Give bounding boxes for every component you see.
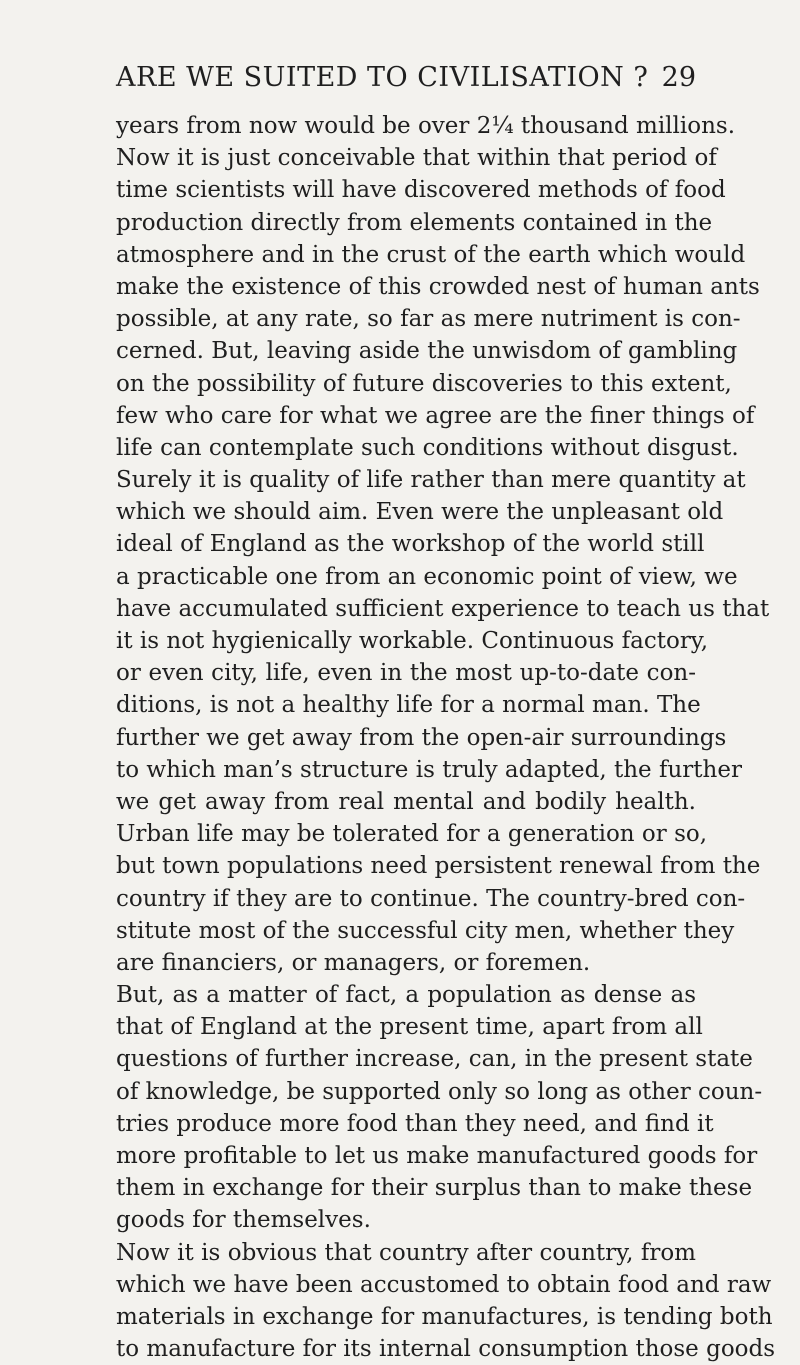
text-line: make the existence of this crowded nest of human ants [116,273,760,300]
text-line: goods for themselves. [116,1207,371,1234]
text-line: atmosphere and in the crust of the earth which would [116,241,746,268]
text-line: tries produce more food than they need, and find it [116,1110,714,1137]
text-line: have accumulated sufficient experience to teach us that [116,595,770,622]
text-line: that of England at the present time, apart from all [116,1014,703,1041]
running-title: ARE WE SUITED TO CIVILISATION ? [116,62,649,93]
text-line: possible, at any rate, so far as mere nutriment is con- [116,306,741,333]
text-line: ditions, is not a healthy life for a normal man. The [116,692,701,719]
text-line: we get away from real mental and bodily health. [116,788,696,815]
text-line: on the possibility of future discoveries to this extent, [116,370,732,397]
text-line: Now it is just conceivable that within that period of [116,145,717,172]
text-line: Surely it is quality of life rather than mere quantity at [116,467,746,494]
text-line: to which man’s structure is truly adapted, the further [116,756,742,783]
page-number: 29 [661,62,696,93]
text-line: few who care for what we agree are the finer things of [116,402,755,429]
text-line: which we have been accustomed to obtain food and raw [116,1271,772,1298]
text-line: years from now would be over 2¼ thousand millions. [116,113,736,139]
text-line: which we should aim. Even were the unpleasant old [116,499,724,526]
text-line: production directly from elements contained in the [116,209,713,236]
body-text [116,110,776,1365]
running-head [116,62,696,96]
text-line: further we get away from the open-air surroundings [116,724,727,751]
text-line: Urban life may be tolerated for a generation or so, [116,821,708,848]
text-line: questions of further increase, can, in the present state [116,1046,753,1073]
text-line: country if they are to continue. The country-bred con- [116,885,746,912]
text-line: stitute most of the successful city men, whether they [116,917,735,944]
text-line: more profitable to let us make manufactured goods for [116,1143,758,1169]
text-line: But, as a matter of fact, a population as dense as [116,982,696,1009]
text-line: materials in exchange for manufactures, is tending both [116,1303,773,1330]
text-line: to manufacture for its internal consumption those goods [116,1336,776,1363]
text-line: time scientists will have discovered methods of food [116,177,726,204]
text-line: but town populations need persistent renewal from the [116,853,761,880]
text-line: life can contemplate such conditions without disgust. [116,434,739,461]
text-line: cerned. But, leaving aside the unwisdom of gambling [116,338,738,365]
text-line: a practicable one from an economic point of view, we [116,563,738,590]
text-line: or even city, life, even in the most up-to-date con- [116,660,696,687]
text-line: of knowledge, be supported only so long as other coun- [116,1078,763,1105]
text-line: them in exchange for their surplus than to make these [116,1175,753,1202]
text-line: Now it is obvious that country after country, from [116,1239,696,1266]
text-line: are financiers, or managers, or foremen. [116,949,591,976]
text-line: it is not hygienically workable. Continuous factory, [116,628,709,654]
text-line: ideal of England as the workshop of the world still [116,531,705,558]
